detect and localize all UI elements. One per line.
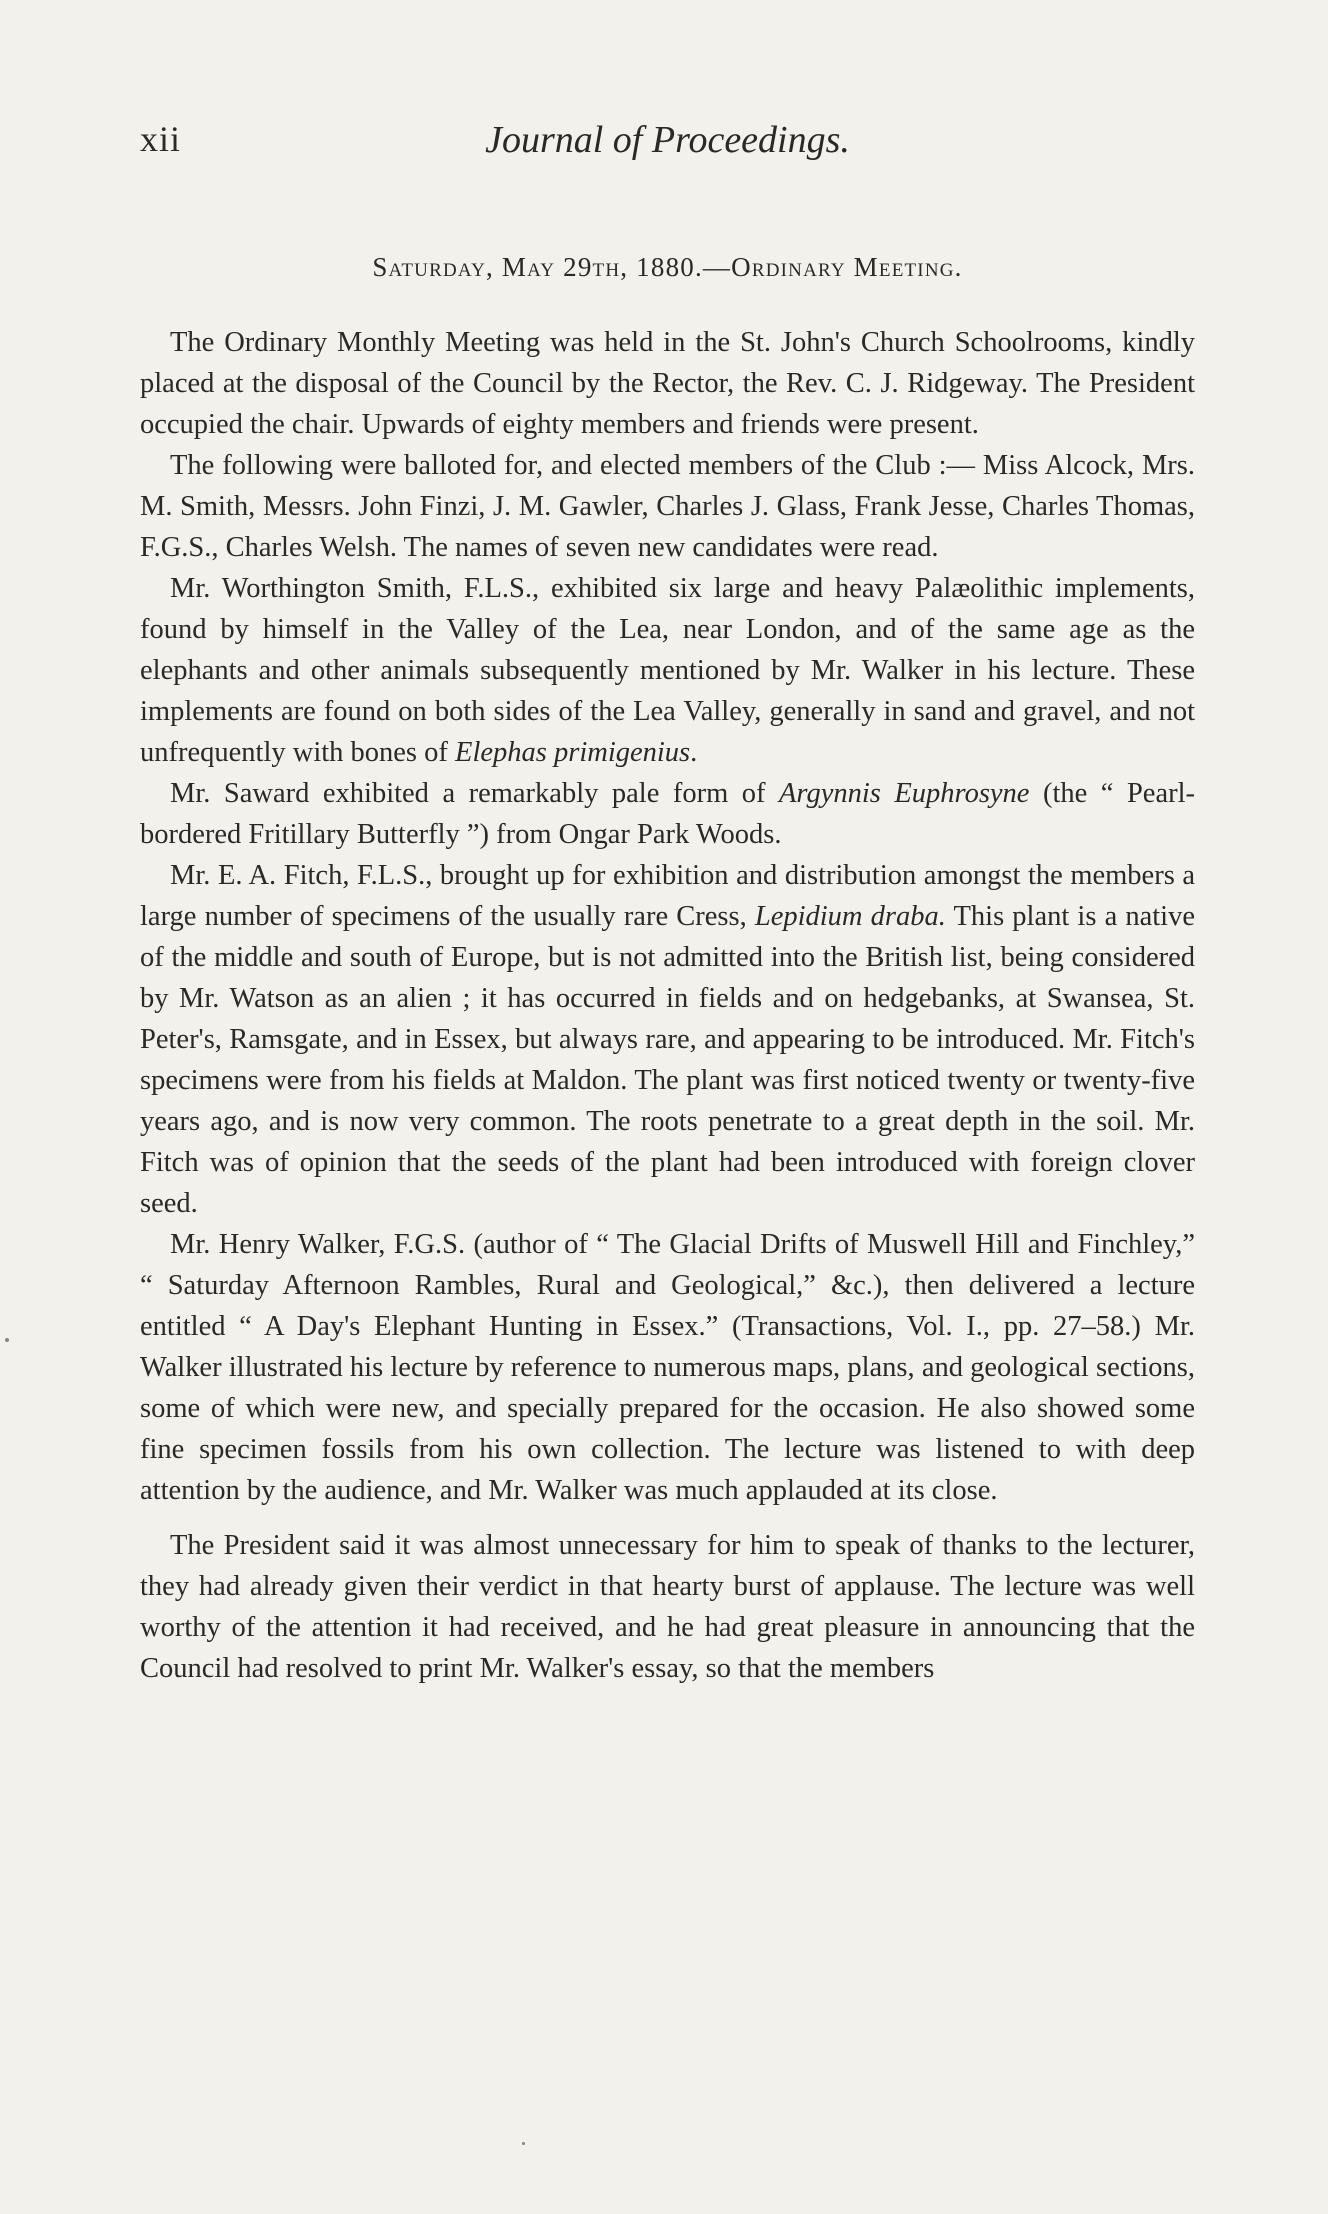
species-name: Argynnis Euphrosyne (779, 778, 1030, 809)
page-header (140, 118, 1195, 178)
body-text (140, 322, 1195, 1689)
running-title: Journal of Proceedings. (485, 119, 850, 161)
paragraph-walker-lecture: Mr. Henry Walker, F.G.S. (author of “ The Glacial Drifts of Muswell Hill and Finchley,” “ Saturday Afternoon Rambles, Rural and Geological,” &c.), then delivered a lecture entitled “ A Day's Elephant Hunting in Essex.” (Transactions, Vol. I., pp. 27–58.) Mr. Walker illustrated his lecture by reference to numerous maps, plans, and geological sections, some of which were new, and specially prepared for the occasion. He also showed some fine specimen fossils from his own collection. The lecture was listened to with deep attention by the audience, and Mr. Walker was much applauded at its close. (140, 1229, 1195, 1506)
species-name: Lepidium draba. (754, 901, 946, 932)
species-name: Elephas primigenius (455, 737, 691, 768)
paragraph-president-thanks: The President said it was almost unnecessary for him to speak of thanks to the lecturer, they had already given their verdict in that hearty burst of applause. The lecture was well worthy of the attention it had received, and he had great pleasure in announcing that the Council had resolved to print Mr. Walker's essay, so that the members (140, 1530, 1195, 1684)
paragraph-new-members: The following were balloted for, and elected members of the Club :— Miss Alcock, Mrs. M. Smith, Messrs. John Finzi, J. M. Gawler, Charles J. Glass, Frank Jesse, Charles Thomas, F.G.S., Charles Welsh. The names of seven new candidates were read. (140, 450, 1195, 563)
page-number: xii (140, 119, 182, 159)
margin-speck (522, 2142, 525, 2145)
paragraph-worthington-smith: Mr. Worthington Smith, F.L.S., exhibited six large and heavy Palæolithic implements, found by himself in the Valley of the Lea, near London, and of the same age as the elephants and other animals subsequently mentioned by Mr. Walker in his lecture. These implements are found on both sides of the Lea Valley, generally in sand and gravel, and not unfrequently with bones of Elephas primigenius. (140, 573, 1195, 768)
margin-speck (5, 1338, 9, 1342)
paragraph-meeting-opening: The Ordinary Monthly Meeting was held in the St. John's Church Schoolrooms, kindly placed at the disposal of the Council by the Rector, the Rev. C. J. Ridgeway. The President occupied the chair. Upwards of eighty members and friends were present. (140, 327, 1195, 440)
meeting-heading: Saturday, May 29th, 1880.—Ordinary Meeting. (372, 252, 963, 282)
paragraph-fitch: Mr. E. A. Fitch, F.L.S., brought up for exhibition and distribution amongst the members a large number of specimens of the usually rare Cress, Lepidium draba. This plant is a native of the middle and south of Europe, but is not admitted into the British list, being considered by Mr. Watson as an alien ; it has occurred in fields and on hedgebanks, at Swansea, St. Peter's, Ramsgate, and in Essex, but always rare, and appearing to be introduced. Mr. Fitch's specimens were from his fields at Maldon. The plant was first noticed twenty or twenty-five years ago, and is now very common. The roots penetrate to a great depth in the soil. Mr. Fitch was of opinion that the seeds of the plant had been introduced with foreign clover seed. (140, 860, 1196, 1219)
paragraph-saward: Mr. Saward exhibited a remarkably pale form of Argynnis Euphrosyne (the “ Pearl-bordered Fritillary Butterfly ”) from Ongar Park Woods. (140, 778, 1196, 850)
